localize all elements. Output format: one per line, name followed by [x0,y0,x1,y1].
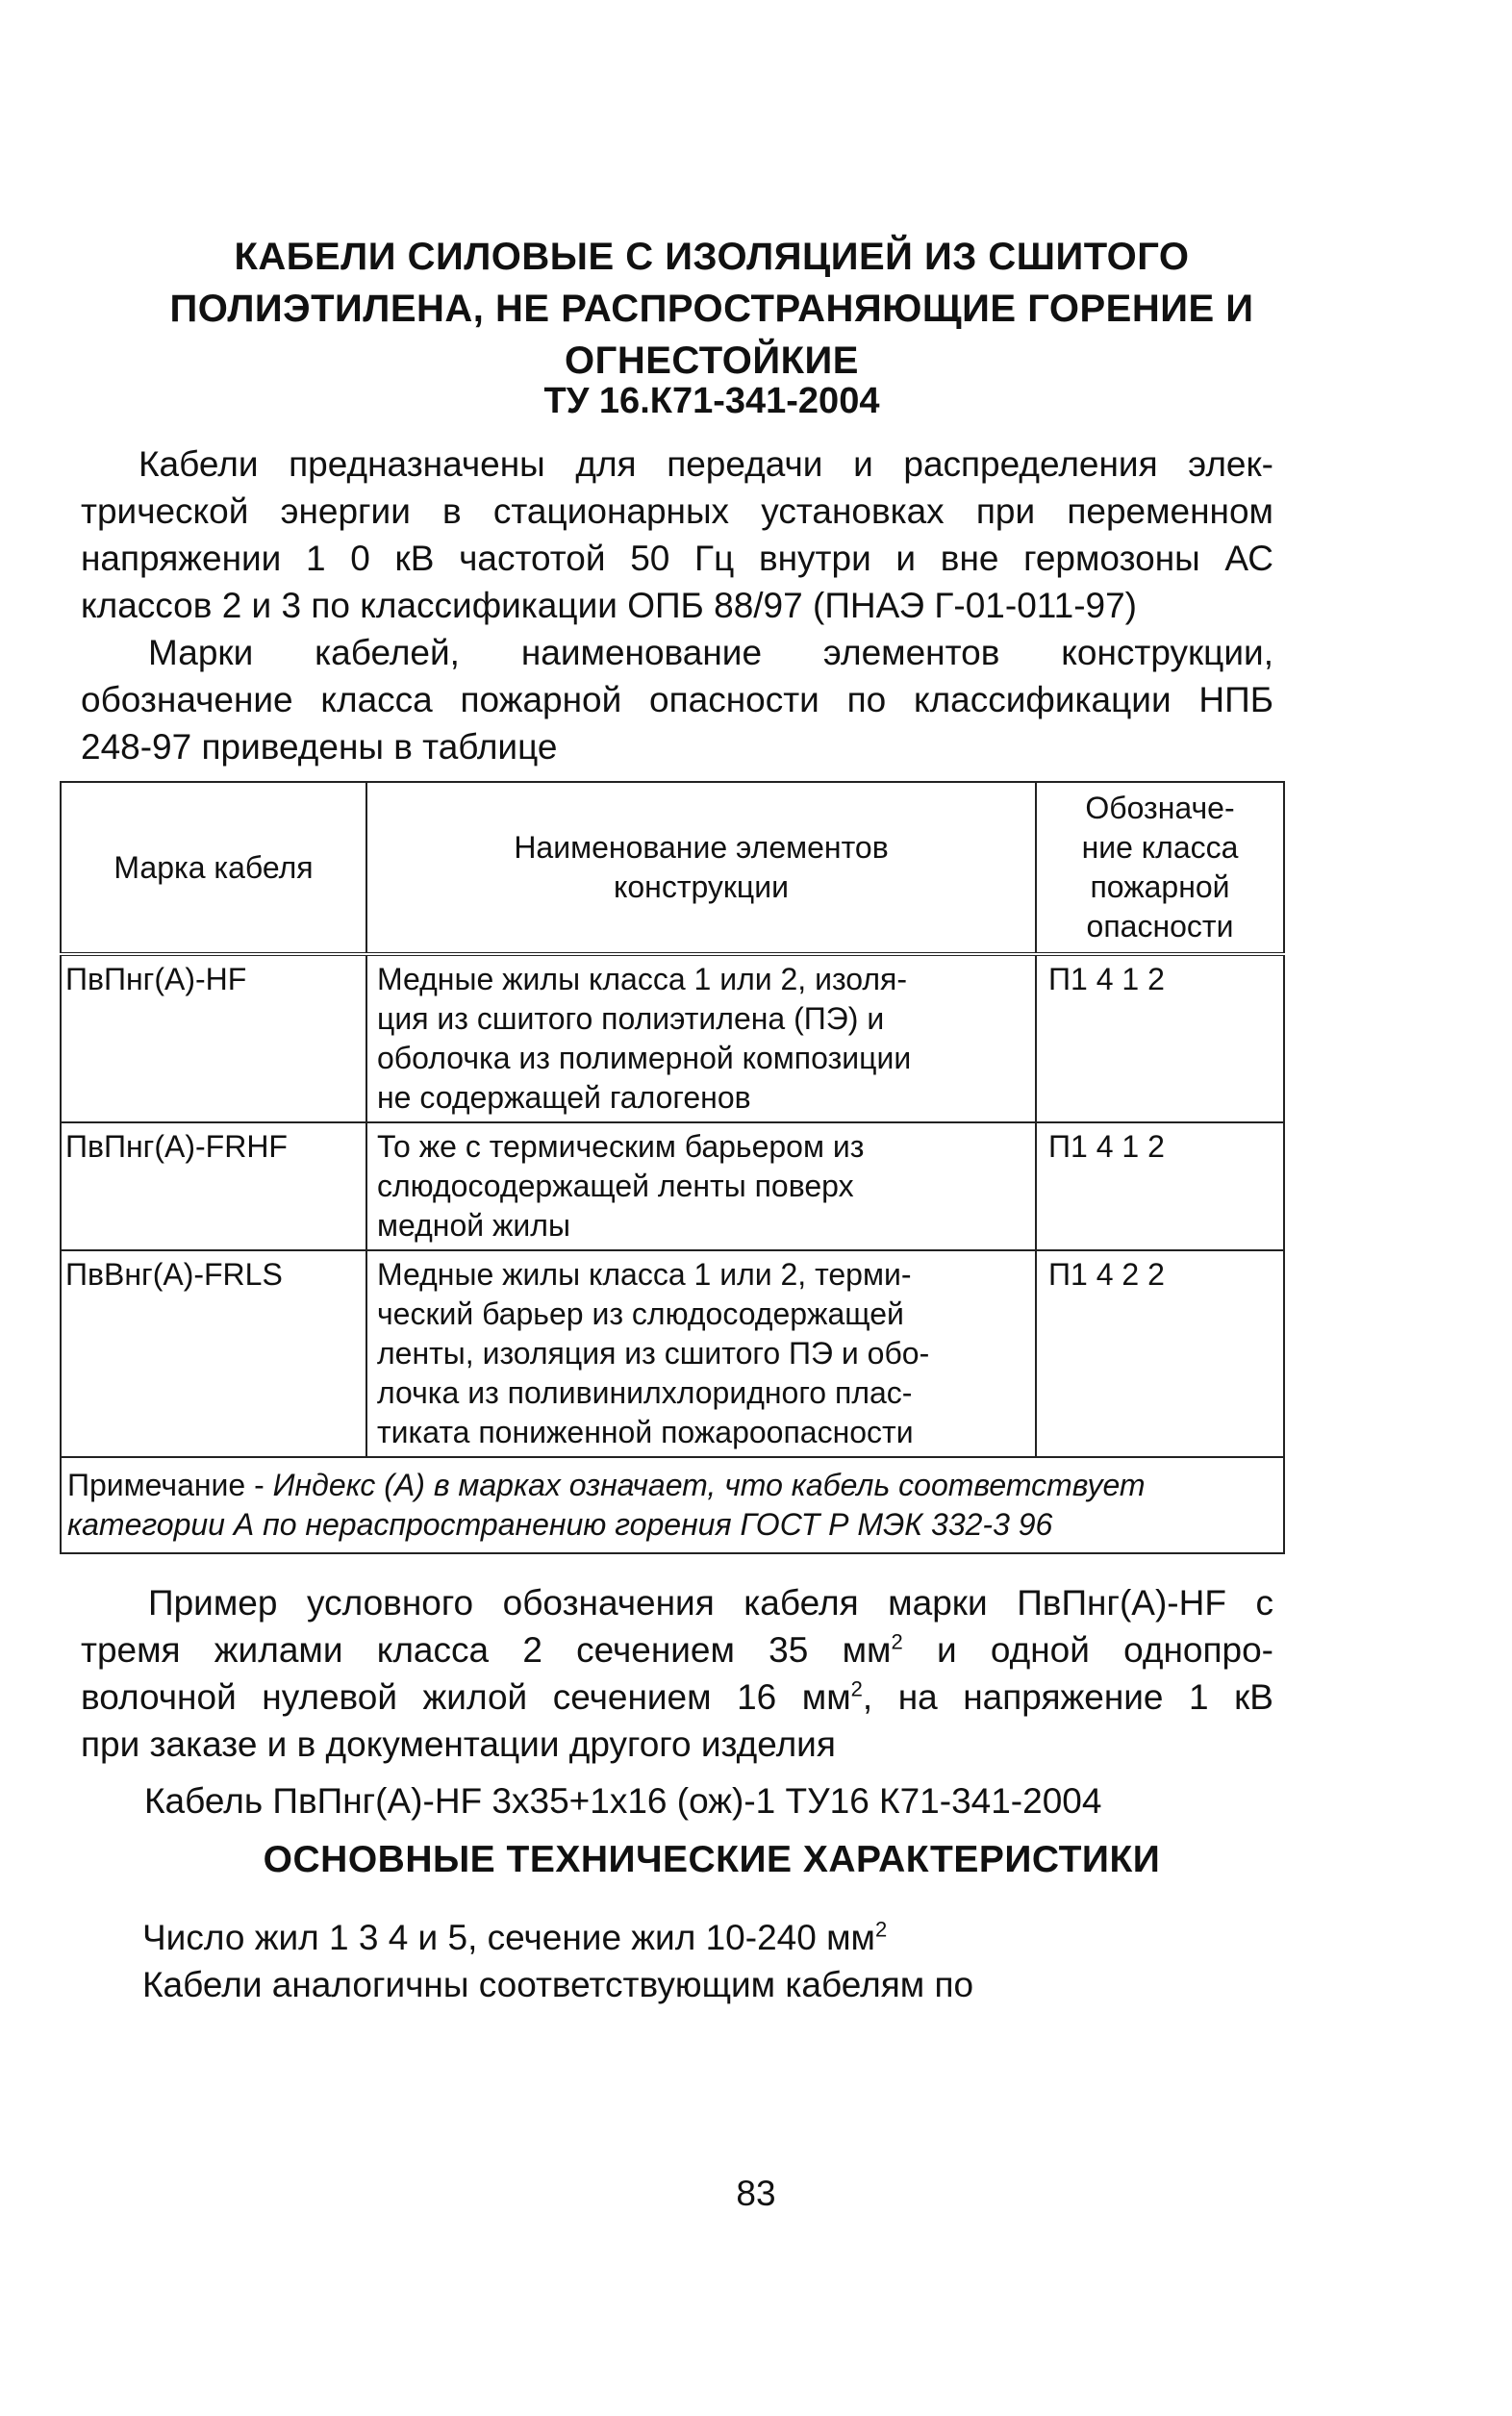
header-elements [366,782,1036,954]
table-note [61,1457,1284,1553]
intro-paragraph-1 [81,440,1273,629]
desc-line: ция из сшитого полиэтилена (ПЭ) и [377,1001,885,1036]
intro-p1-line-1: Кабели предназначены для передачи и распределения элек- [139,444,1273,484]
header-col3-line-2: ние класса [1081,830,1239,865]
specs-line-1a: Число жил 1 3 4 и 5, сечение жил 10-240 мм [142,1918,875,1957]
page-number: 83 [736,2174,776,2213]
intro-p1-line-2: трической энергии в стационарных установках при переменном [81,491,1273,531]
intro-p1-line-3: напряжении 1 0 кВ частотой 50 Гц внутри и вне гермозоны АС [81,539,1273,578]
header-col1-line: Марка кабеля [113,849,314,885]
note-text-2: категории А по нераспространению горения ГОСТ Р МЭК 332-3 96 [67,1507,1053,1542]
example-designation: Кабель ПвПнг(А)-HF 3х35+1х16 (ож)-1 ТУ16 К71-341-2004 [144,1781,1102,1821]
title-line-3: ОГНЕСТОЙКИЕ [565,340,859,382]
desc-line: не содержащей галогенов [377,1080,751,1115]
specs-paragraph [142,1914,1277,2008]
note-text-1: Индекс (А) в марках означает, что кабель соответствует [272,1468,1146,1502]
header-col3-line-1: Обозначе- [1085,791,1235,825]
example-line-3 [81,1674,1273,1721]
desc-line: тиката пониженной пожароопасности [377,1415,914,1449]
intro-p2-line-2: обозначение класса пожарной опасности по классификации НПБ [81,680,1273,719]
header-cable-mark [61,782,366,954]
header-col2-line-2: конструкции [614,869,789,904]
title-line-2: ПОЛИЭТИЛЕНА, НЕ РАСПРОСТРАНЯЮЩИЕ ГОРЕНИЕ И [169,288,1254,330]
desc-line: лочка из поливинилхлоридного плас- [377,1375,913,1410]
example-paragraph [81,1579,1273,1768]
cell-fire-class: П1 4 2 2 [1036,1250,1284,1457]
table-row [61,954,1284,1122]
intro-p2-line-1: Марки кабелей, наименование элементов конструкции, [148,633,1273,672]
cell-description [366,1250,1036,1457]
note-line-1 [67,1466,1277,1505]
example-line-2a: тремя жилами класса 2 сечением 35 мм [81,1630,892,1670]
superscript: 2 [850,1676,863,1701]
desc-line: ленты, изоляция из сшитого ПЭ и обо- [377,1336,930,1371]
desc-line: То же с термическим барьером из [377,1129,865,1164]
cell-mark: ПвВнг(А)-FRLS [61,1250,366,1457]
specs-line-1 [142,1914,1277,1961]
document-title [144,231,1279,387]
tu-number: ТУ 16.К71-341-2004 [543,381,880,421]
cell-fire-class: П1 4 1 2 [1036,954,1284,1122]
header-fire-class [1036,782,1284,954]
example-line-2b: и одной однопро- [902,1630,1273,1670]
example-line-3a: волочной нулевой жилой сечением 16 мм [81,1677,851,1717]
title-line-1: КАБЕЛИ СИЛОВЫЕ С ИЗОЛЯЦИЕЙ ИЗ СШИТОГО [234,236,1190,278]
desc-line: оболочка из полимерной композиции [377,1041,912,1075]
desc-line: Медные жилы класса 1 или 2, изоля- [377,962,908,996]
desc-line: ческий барьер из слюдосодержащей [377,1296,904,1331]
superscript: 2 [874,1917,888,1942]
header-col3-line-4: опасности [1086,909,1234,944]
cell-mark: ПвПнг(А)-HF [61,954,366,1122]
cell-description [366,954,1036,1122]
intro-p1-line-4: классов 2 и 3 по классификации ОПБ 88/97 (ПНАЭ Г-01-011-97) [81,586,1137,625]
specs-line-2: Кабели аналогичны соответствующим кабелям по [142,1965,974,2004]
cell-description [366,1122,1036,1250]
intro-p2-line-3: 248-97 приведены в таблице [81,727,558,767]
cable-table [60,781,1283,1554]
table-header-row [61,782,1284,954]
superscript: 2 [891,1629,903,1654]
intro-paragraph-2 [81,629,1273,770]
specs-title: ОСНОВНЫЕ ТЕХНИЧЕСКИЕ ХАРАКТЕРИСТИКИ [263,1839,1161,1880]
example-line-3b: , на напряжение 1 кВ [862,1677,1273,1717]
desc-line: Медные жилы класса 1 или 2, терми- [377,1257,912,1292]
header-col3-line-3: пожарной [1090,869,1230,904]
cell-fire-class: П1 4 1 2 [1036,1122,1284,1250]
desc-line: слюдосодержащей ленты поверх [377,1169,854,1203]
table-row [61,1250,1284,1457]
note-label: Примечание - [67,1468,265,1502]
table-row [61,1122,1284,1250]
desc-line: медной жилы [377,1208,570,1243]
example-line-1: Пример условного обозначения кабеля марки ПвПнг(А)-HF с [148,1583,1273,1623]
header-col2-line-1: Наименование элементов [514,830,889,865]
table-note-row [61,1457,1284,1553]
cell-mark: ПвПнг(А)-FRHF [61,1122,366,1250]
example-line-4: при заказе и в документации другого изделия [81,1724,836,1764]
example-line-2 [81,1626,1273,1674]
